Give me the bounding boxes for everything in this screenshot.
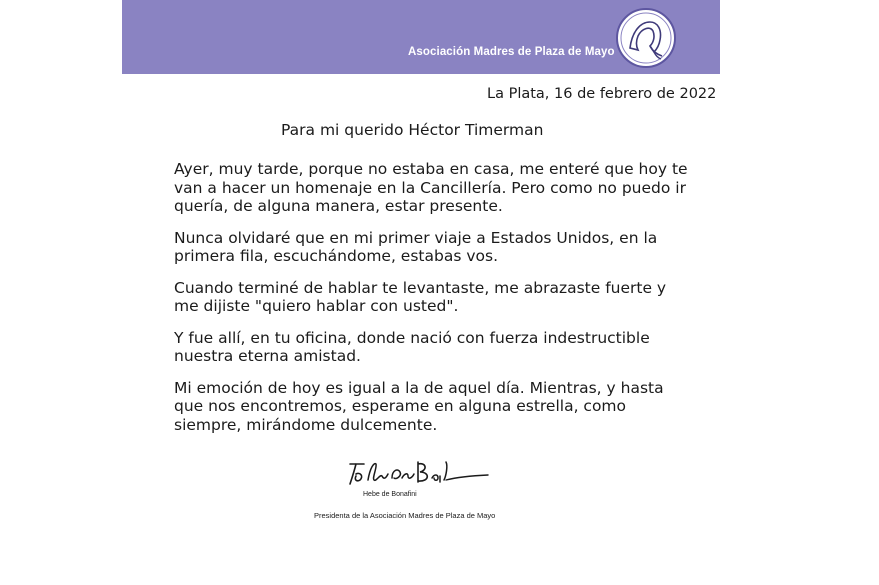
- signer-title: Presidenta de la Asociación Madres de Plaza de Mayo: [314, 511, 496, 520]
- letter-paragraph: Y fue allí, en tu oficina, donde nació con fuerza indestructible nuestra eterna amistad.: [174, 328, 650, 365]
- organization-name: Asociación Madres de Plaza de Mayo: [408, 46, 615, 58]
- letter-paragraph: Nunca olvidaré que en mi primer viaje a Estados Unidos, en la primera fila, escuchándome, estabas vos.: [174, 228, 658, 265]
- letter-paragraph: Mi emoción de hoy es igual a la de aquel día. Mientras, y hasta que nos encontremos, esperame en alguna estrella, como siempre, mirándome dulcemente.: [174, 378, 664, 434]
- handwritten-signature: [342, 454, 492, 488]
- signer-name: Hebe de Bonafini: [363, 491, 417, 498]
- letter-date: La Plata, 16 de febrero de 2022: [487, 86, 717, 102]
- letterhead-banner: [122, 0, 720, 74]
- letter-paragraph: Ayer, muy tarde, porque no estaba en casa, me enteré que hoy te van a hacer un homenaje en la Cancillería. Pero como no puedo ir quería, de alguna manera, estar presente.: [174, 160, 688, 215]
- letter-body: [174, 160, 734, 447]
- letter-paragraph: Cuando terminé de hablar te levantaste, me abrazaste fuerte y me dijiste "quiero hablar con usted".: [174, 278, 667, 315]
- white-headscarf-icon: [614, 6, 678, 70]
- letter-greeting: Para mi querido Héctor Timerman: [281, 121, 544, 139]
